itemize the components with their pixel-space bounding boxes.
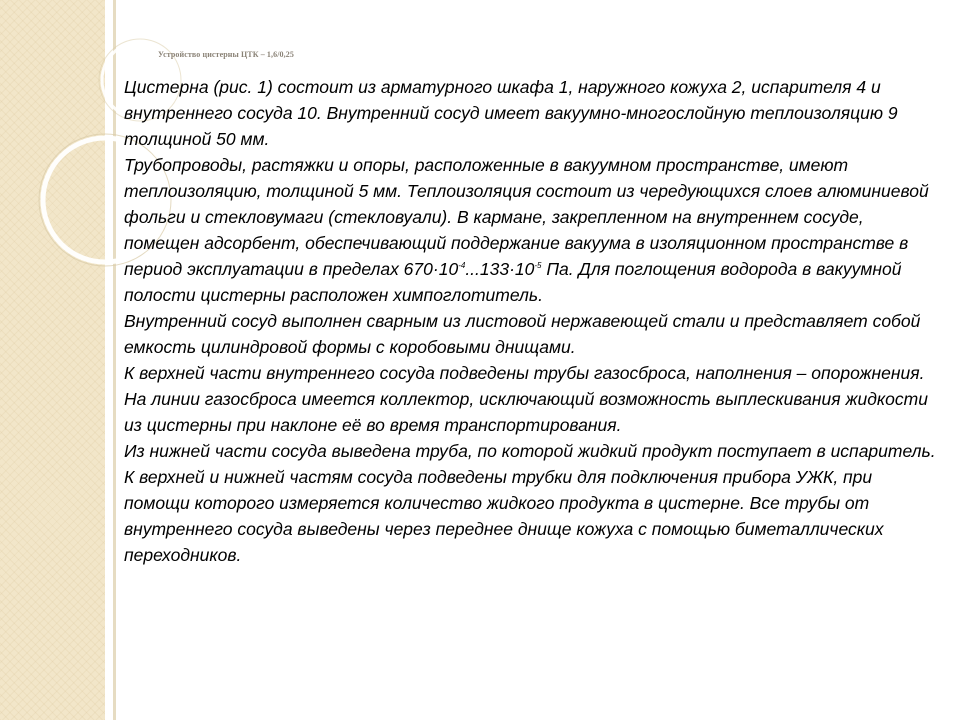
exponent-2: -5 bbox=[534, 261, 542, 271]
paragraph-5: Из нижней части сосуда выведена труба, по которой жидкий продукт поступает в испаритель. К верхней и нижней частям сосуда подведены трубки для подключения прибора УЖК, при помощи которого измеряется количество жидкого продукта в цистерне. Все трубы от внутреннего сосуда выведены через переднее днище кожуха с помощью биметаллических переходников. bbox=[124, 441, 936, 565]
paragraph-2 bbox=[124, 152, 936, 308]
exponent-1: -4 bbox=[458, 261, 466, 271]
slide-title: Устройство цистерны ЦТК – 1,6/0,25 bbox=[158, 50, 294, 59]
paragraph-1: Цистерна (рис. 1) состоит из арматурного шкафа 1, наружного кожуха 2, испарителя 4 и внутреннего сосуда 10. Внутренний сосуд имеет вакуумно-многослойную теплоизоляцию 9 толщиной 50 мм. bbox=[124, 77, 898, 149]
paragraph-3: Внутренний сосуд выполнен сварным из листовой нержавеющей стали и представляет собой емкость цилиндровой формы с коробовыми днищами. bbox=[124, 311, 921, 357]
paragraph-2-text-before: Трубопроводы, растяжки и опоры, расположенные в вакуумном пространстве, имеют теплоизоляцию, толщиной 5 мм. Теплоизоляция состоит из чередующихся слоев алюминиевой фольги и стекловумаги (стекловуали). В кармане, закрепленном на внутреннем сосуде, помещен адсорбент, обеспечивающий поддержание вакуума в изоляционном пространстве в период эксплуатации в пределах 670·10 bbox=[124, 155, 929, 279]
paragraph-2-text-middle: ...133·10 bbox=[465, 259, 535, 279]
paragraph-4: К верхней части внутреннего сосуда подведены трубы газосброса, наполнения – опорожнения. На линии газосброса имеется коллектор, исключающий возможность выплескивания жидкости из цистерны при наклоне её во время транспортирования. bbox=[124, 363, 928, 435]
slide-body bbox=[124, 74, 936, 568]
paragraph-2-text-after: Па. Для поглощения водорода в вакуумной полости цистерны расположен химпоглотитель. bbox=[124, 259, 902, 305]
